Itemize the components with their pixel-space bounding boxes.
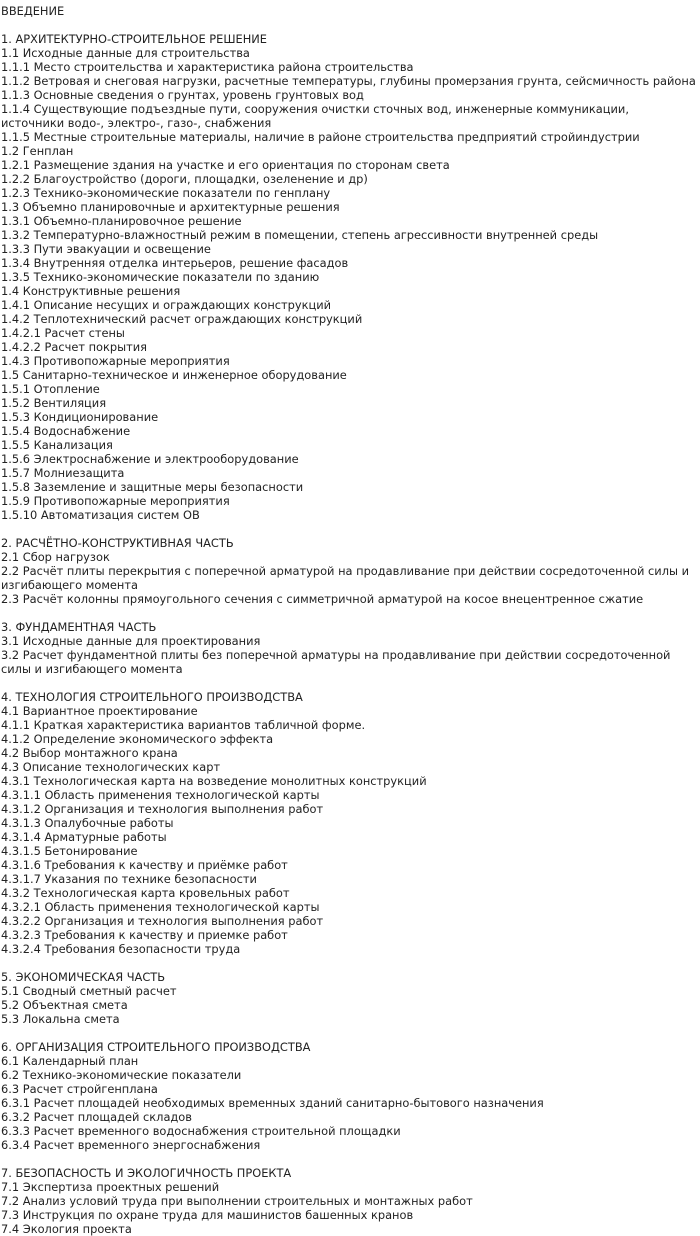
toc-item: 1.1.5 Местные строительные материалы, наличие в районе строительства предприятий стройиндустрии — [1, 130, 640, 144]
toc-section — [1, 1040, 691, 1152]
toc-item: 1.2.3 Технико-экономические показатели по генплану — [1, 186, 331, 200]
toc-item: 1.3.5 Технико-экономические показатели по зданию — [1, 270, 320, 284]
toc-item: 5.3 Локальна смета — [1, 1012, 120, 1026]
toc-item: 4.3.1 Технологическая карта на возведение монолитных конструкций — [1, 774, 427, 788]
toc-item: 6.3 Расчет стройгенплана — [1, 1082, 158, 1096]
toc-item: 1.3.4 Внутренняя отделка интерьеров, решение фасадов — [1, 256, 349, 270]
toc-item: 7.2 Анализ условий труда при выполнении строительных и монтажных работ — [1, 1194, 473, 1208]
toc-item: 1.1.1 Место строительства и характеристика района строительства — [1, 60, 414, 74]
toc-item: 1.3.3 Пути эвакуации и освещение — [1, 242, 211, 256]
toc-item: 1.1.4 Существующие подъездные пути, сооружения очистки сточных вод, инженерные коммуникации, источники водо-, электро-, газо-, снабжения — [1, 102, 629, 130]
toc-item: 1.5.1 Отопление — [1, 382, 100, 396]
toc-item: 4.3 Описание технологических карт — [1, 760, 221, 774]
toc-item: 1.4 Конструктивные решения — [1, 284, 181, 298]
toc-item: 1.5.8 Заземление и защитные меры безопасности — [1, 480, 304, 494]
toc-item: 4.3.1.7 Указания по технике безопасности — [1, 872, 257, 886]
toc-item: 1.5.4 Водоснабжение — [1, 424, 131, 438]
section-title: 7. БЕЗОПАСНОСТЬ И ЭКОЛОГИЧНОСТЬ ПРОЕКТА — [1, 1166, 292, 1180]
toc-item: 1.4.3 Противопожарные мероприятия — [1, 354, 230, 368]
toc-item: 1.2.2 Благоустройство (дороги, площадки, озеленение и др) — [1, 172, 368, 186]
toc-item: 3.2 Расчет фундаментной плиты без поперечной арматуры на продавливание при действии сосредоточенной силы и изгибающего момента — [1, 648, 671, 676]
section-title: 6. ОРГАНИЗАЦИЯ СТРОИТЕЛЬНОГО ПРОИЗВОДСТВА — [1, 1040, 311, 1054]
toc-section — [1, 536, 691, 606]
toc-section — [1, 32, 696, 522]
toc-item: 1.4.2 Теплотехнический расчет ограждающих конструкций — [1, 312, 363, 326]
toc-item: 1.3.1 Объемно-планировочное решение — [1, 214, 242, 228]
toc-item: 7.4 Экология проекта — [1, 1222, 132, 1236]
toc-item: 3.1 Исходные данные для проектирования — [1, 634, 261, 648]
toc-item: 7.1 Экспертиза проектных решений — [1, 1180, 220, 1194]
toc-item: 2.1 Сбор нагрузок — [1, 550, 110, 564]
toc-item: 4.3.1.1 Область применения технологической карты — [1, 788, 320, 802]
toc-item: 6.3.3 Расчет временного водоснабжения строительной площадки — [1, 1124, 401, 1138]
toc-item: 1.2.1 Размещение здания на участке и его ориентация по сторонам света — [1, 158, 450, 172]
toc-item: 4.2 Выбор монтажного крана — [1, 746, 178, 760]
toc-item: 4.1.1 Краткая характеристика вариантов табличной форме. — [1, 718, 366, 732]
toc-item: 4.3.2.4 Требования безопасности труда — [1, 942, 241, 956]
toc-item: 4.1.2 Определение экономического эффекта — [1, 732, 274, 746]
toc-item: 4.3.2.3 Требования к качеству и приемке работ — [1, 928, 288, 942]
toc-item: 1.2 Генплан — [1, 144, 74, 158]
toc-item: 1.3 Объемно планировочные и архитектурные решения — [1, 200, 340, 214]
toc-item: 2.2 Расчёт плиты перекрытия с поперечной арматурой на продавливание при действии сосредоточенной силы и изгибающего момента — [1, 564, 689, 592]
toc-section — [1, 620, 691, 676]
toc-item: 5.2 Объектная смета — [1, 998, 128, 1012]
intro-heading: ВВЕДЕНИЕ — [1, 4, 65, 18]
toc-item: 1.5.7 Молниезащита — [1, 466, 125, 480]
toc-item: 4.3.1.3 Опалубочные работы — [1, 816, 174, 830]
section-title: 4. ТЕХНОЛОГИЯ СТРОИТЕЛЬНОГО ПРОИЗВОДСТВА — [1, 690, 303, 704]
toc-item: 4.3.1.2 Организация и технология выполнения работ — [1, 802, 324, 816]
toc-item: 1.5.5 Канализация — [1, 438, 113, 452]
toc-item: 1.5.3 Кондиционирование — [1, 410, 159, 424]
toc-item: 2.3 Расчёт колонны прямоугольного сечения с симметричной арматурой на косое внецентренное сжатие — [1, 592, 644, 606]
toc-item: 1.5 Санитарно-техническое и инженерное оборудование — [1, 368, 347, 382]
toc-section — [1, 970, 691, 1026]
toc-item: 4.3.1.6 Требования к качеству и приёмке работ — [1, 858, 288, 872]
toc-item: 7.3 Инструкция по охране труда для машинистов башенных кранов — [1, 1208, 414, 1222]
toc-item: 1.3.2 Температурно-влажностный режим в помещении, степень агрессивности внутренней среды — [1, 228, 599, 242]
toc-item: 1.5.6 Электроснабжение и электрооборудование — [1, 452, 299, 466]
section-title: 5. ЭКОНОМИЧЕСКАЯ ЧАСТЬ — [1, 970, 166, 984]
toc-item: 4.3.2.1 Область применения технологической карты — [1, 900, 320, 914]
toc-item: 1.5.10 Автоматизация систем ОВ — [1, 508, 200, 522]
toc-item: 6.3.1 Расчет площадей необходимых временных зданий санитарно-бытового назначения — [1, 1096, 544, 1110]
toc-item: 4.3.1.5 Бетонирование — [1, 844, 138, 858]
toc-item: 6.3.4 Расчет временного энергоснабжения — [1, 1138, 261, 1152]
toc-section — [1, 690, 691, 956]
toc-item: 1.5.9 Противопожарные мероприятия — [1, 494, 230, 508]
toc-item: 4.3.1.4 Арматурные работы — [1, 830, 167, 844]
toc-item: 4.3.2 Технологическая карта кровельных работ — [1, 886, 290, 900]
toc-item: 1.1 Исходные данные для строительства — [1, 46, 250, 60]
section-title: 1. АРХИТЕКТУРНО-СТРОИТЕЛЬНОЕ РЕШЕНИЕ — [1, 32, 268, 46]
toc-item: 6.3.2 Расчет площадей складов — [1, 1110, 192, 1124]
toc-item: 1.4.1 Описание несущих и ограждающих конструкций — [1, 298, 332, 312]
section-title: 3. ФУНДАМЕНТНАЯ ЧАСТЬ — [1, 620, 157, 634]
toc-item: 6.1 Календарный план — [1, 1054, 139, 1068]
toc-sections — [1, 32, 696, 1236]
toc-item: 5.1 Сводный сметный расчет — [1, 984, 177, 998]
toc-item: 1.4.2.1 Расчет стены — [1, 326, 125, 340]
toc-item: 6.2 Технико-экономические показатели — [1, 1068, 242, 1082]
toc-item: 4.1 Вариантное проектирование — [1, 704, 198, 718]
toc-section — [1, 1166, 691, 1236]
toc-item: 1.5.2 Вентиляция — [1, 396, 107, 410]
section-title: 2. РАСЧЁТНО-КОНСТРУКТИВНАЯ ЧАСТЬ — [1, 536, 234, 550]
toc-item: 1.4.2.2 Расчет покрытия — [1, 340, 147, 354]
toc-item: 4.3.2.2 Организация и технология выполнения работ — [1, 914, 324, 928]
toc-item: 1.1.2 Ветровая и снеговая нагрузки, расчетные температуры, глубины промерзания грунта, сейсмичность района — [1, 74, 696, 88]
toc-item: 1.1.3 Основные сведения о грунтах, уровень грунтовых вод — [1, 88, 364, 102]
